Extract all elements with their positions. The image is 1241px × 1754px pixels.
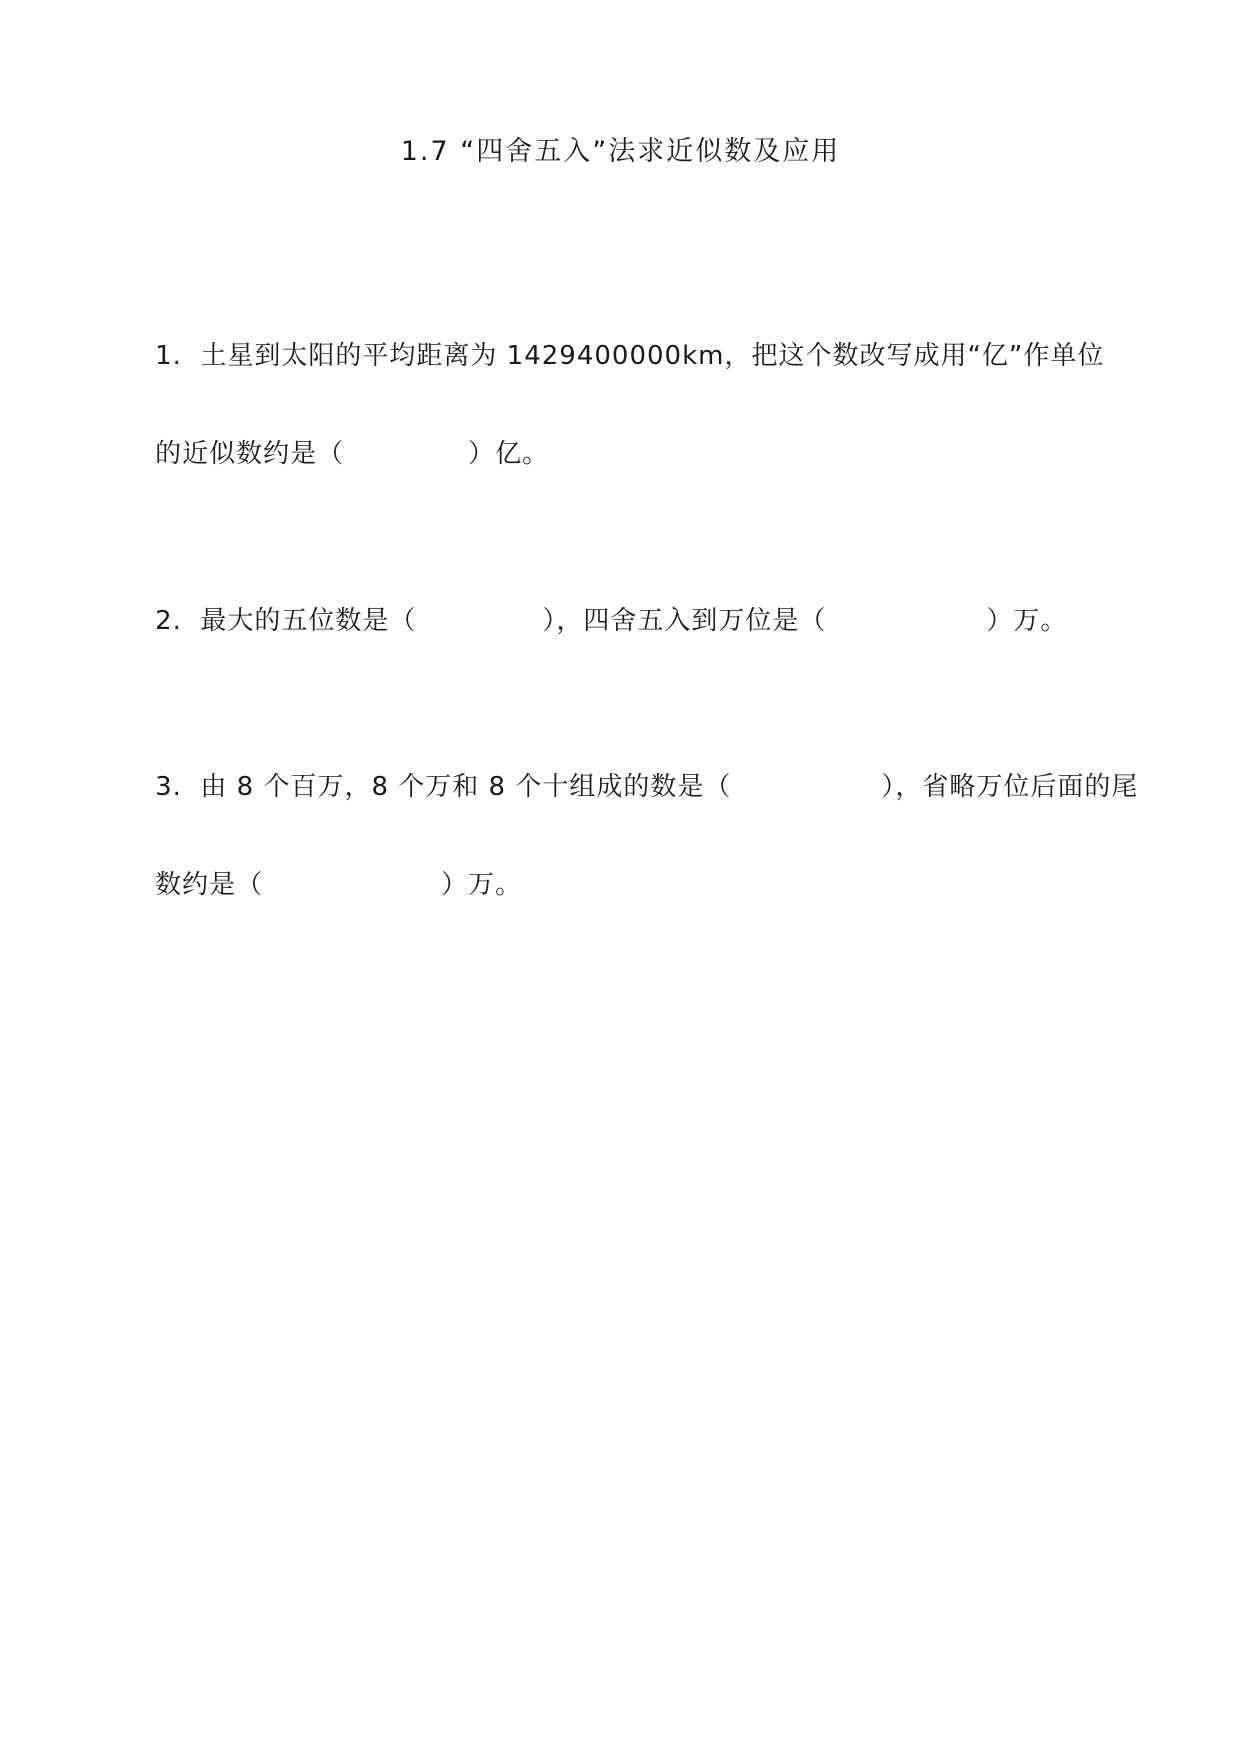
question-3-prefix: 3. 由 8 个百万，8 个万和 8 个十组成的数是（	[155, 772, 732, 802]
question-3-middle: ），省略万位后面的尾	[881, 772, 1139, 802]
question-1-text: 1. 土星到太阳的平均距离为 1429400000km，把这个数改写成用“亿”作单位	[155, 341, 1105, 371]
question-3-line-2-prefix: 数约是（	[155, 870, 264, 900]
page-title: 1.7 “四舍五入”法求近似数及应用	[400, 136, 841, 167]
question-3-line-2	[118, 825, 522, 945]
question-2-line-1	[118, 561, 1067, 681]
question-2-middle: ），四舍五入到万位是（	[542, 606, 827, 636]
question-1-prefix: 的近似数约是（	[155, 439, 345, 469]
question-1-suffix: ）亿。	[468, 439, 550, 469]
question-2-prefix: 2. 最大的五位数是（	[155, 606, 417, 636]
question-2-suffix: ）万。	[986, 606, 1068, 636]
question-3-suffix: ）万。	[441, 870, 523, 900]
question-1-line-2	[118, 394, 549, 514]
